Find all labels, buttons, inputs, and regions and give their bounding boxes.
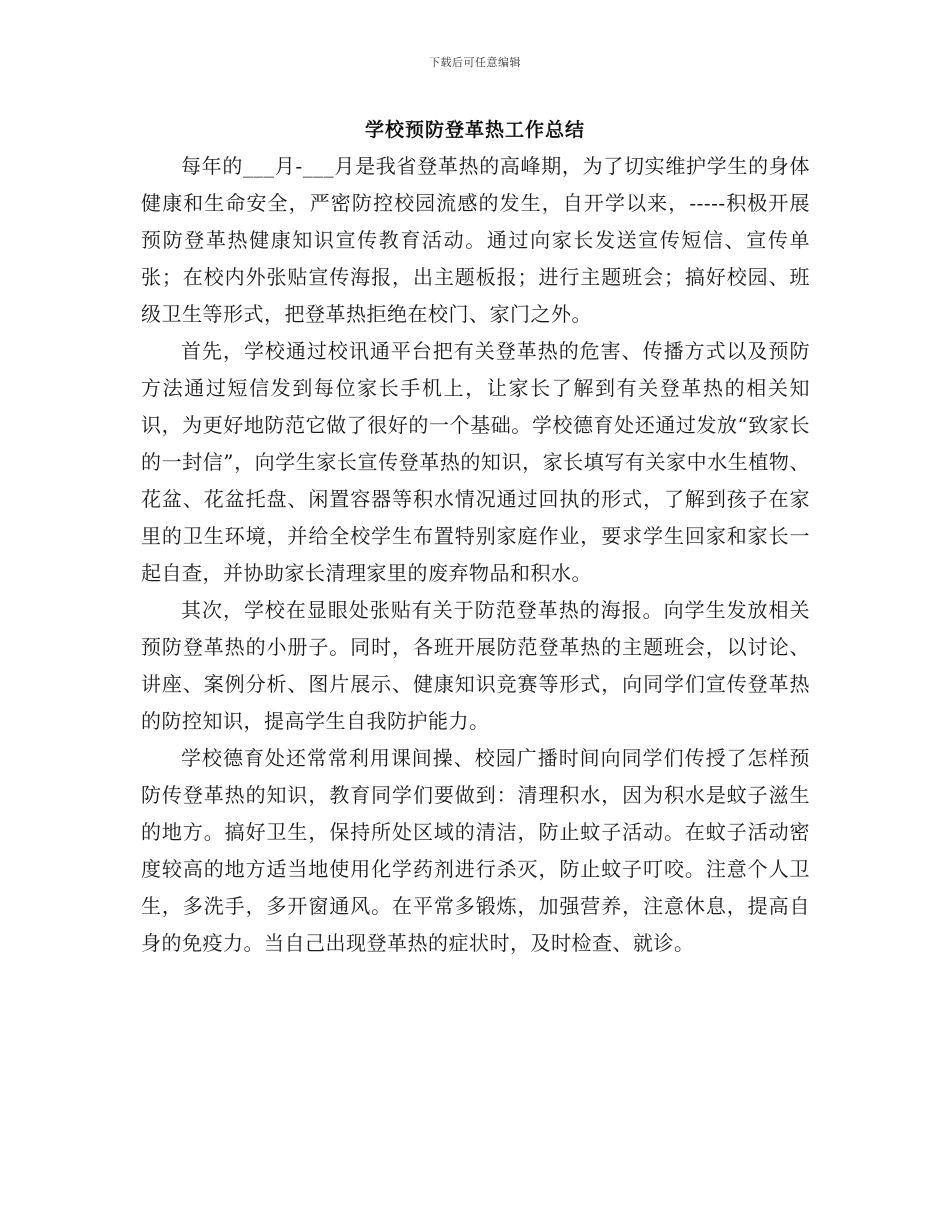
paragraph-second: 其次，学校在显眼处张贴有关于防范登革热的海报。向学生发放相关预防登革热的小册子。同时，各班开展防范登革热的主题班会，以讨论、讲座、案例分析、图片展示、健康知识竞赛等形式，向同学们宣传登革热的防控知识，提高学生自我防护能力。 [141, 598, 810, 733]
paragraph-intro: 每年的___月-___月是我省登革热的高峰期，为了切实维护学生的身体健康和生命安全，严密防控校园流感的发生，自开学以来，-----积极开展预防登革热健康知识宣传教育活动。通过向家长发送宣传短信、宣传单张；在校内外张贴宣传海报，出主题板报；进行主题班会；搞好校园、班级卫生等形式，把登革热拒绝在校门、家门之外。 [141, 154, 810, 326]
paragraph-first: 首先，学校通过校讯通平台把有关登革热的危害、传播方式以及预防方法通过短信发到每位家长手机上，让家长了解到有关登革热的相关知识，为更好地防范它做了很好的一个基础。学校德育处还通过发放“致家长的一封信”，向学生家长宣传登革热的知识，家长填写有关家中水生植物、花盆、花盆托盘、闲置容器等积水情况通过回执的形式，了解到孩子在家里的卫生环境，并给全校学生布置特别家庭作业，要求学生回家和家长一起自查，并协助家长清理家里的废弃物品和积水。 [141, 339, 810, 585]
document-title: 学校预防登革热工作总结 [364, 119, 585, 141]
document-body [141, 148, 810, 962]
page-header-note: 下载后可任意编辑 [429, 56, 521, 69]
paragraph-third: 学校德育处还常常利用课间操、校园广播时间向同学们传授了怎样预防传登革热的知识，教育同学们要做到：清理积水，因为积水是蚊子滋生的地方。搞好卫生，保持所处区域的清洁，防止蚊子活动。在蚊子活动密度较高的地方适当地使用化学药剂进行杀灭，防止蚊子叮咬。注意个人卫生，多洗手，多开窗通风。在平常多锻炼，加强营养，注意休息，提高自身的免疫力。当自己出现登革热的症状时，及时检查、就诊。 [141, 746, 810, 955]
